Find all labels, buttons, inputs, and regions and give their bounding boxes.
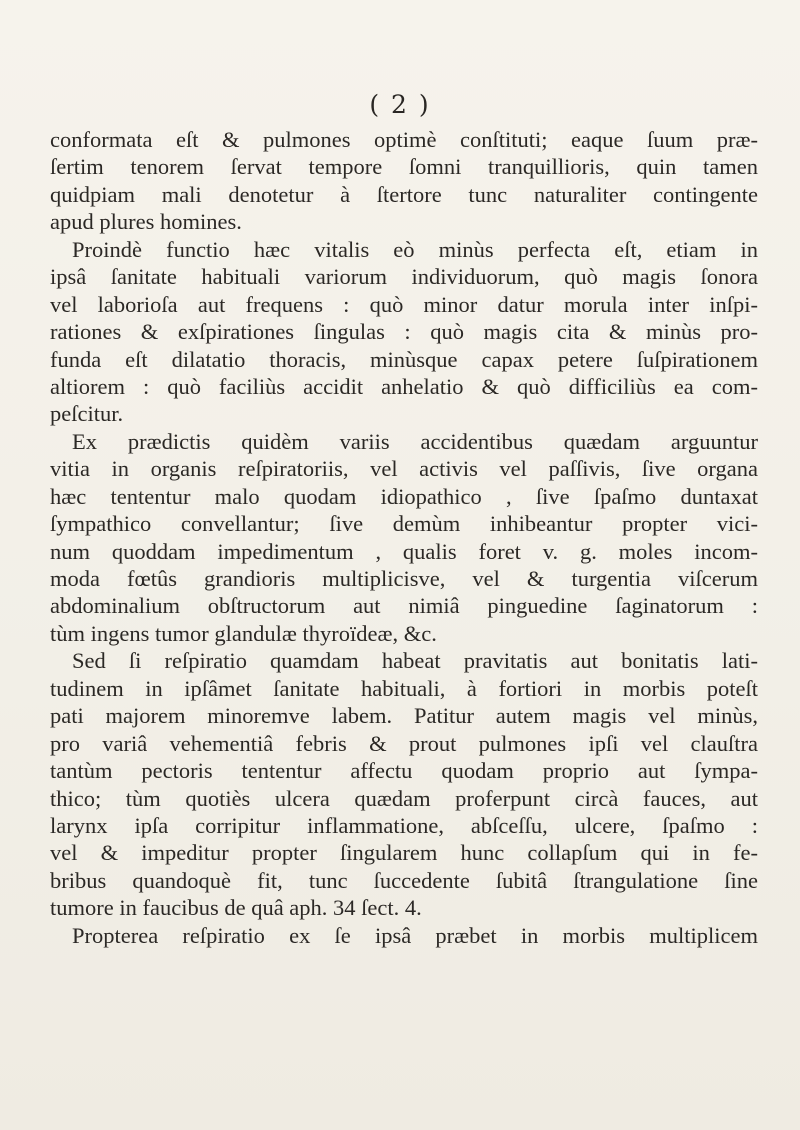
text-line: ſertim tenorem ſervat tempore ſomni tranquillioris, quin tamen (50, 154, 758, 180)
text-line: Proindè functio hæc vitalis eò minùs perfecta eſt, etiam in (72, 236, 758, 262)
text-line: tudinem in ipſâmet ſanitate habituali, à fortiori in morbis poteſt (50, 675, 758, 701)
text-line: thico; tùm quotiès ulcera quædam proferpunt circà fauces, aut (50, 785, 758, 811)
text-line: num quoddam impedimentum , qualis foret v. g. moles incom- (50, 538, 758, 564)
text-line: pro variâ vehementiâ febris & prout pulmones ipſi vel clauſtra (50, 730, 758, 756)
text-line: moda fœtûs grandioris multiplicisve, vel & turgentia viſcerum (50, 566, 758, 591)
text-line: vitia in organis reſpiratoriis, vel activis vel paſſivis, ſive organa (50, 456, 758, 482)
text-line: tumore in faucibus de quâ aph. 34 ſect. 4. (50, 895, 422, 921)
text-line: vel laborioſa aut frequens : quò minor datur morula inter inſpi- (50, 291, 758, 317)
text-line: tùm ingens tumor glandulæ thyroïdeæ, &c. (50, 620, 437, 646)
text-line: Ex prædictis quidèm variis accidentibus quædam arguuntur (72, 428, 758, 454)
text-line: quidpiam mali denotetur à ſtertore tunc naturaliter contingente (50, 181, 758, 207)
page-number: ( 2 ) (369, 90, 431, 119)
text-line: altiorem : quò faciliùs accidit anhelatio & quò difficiliùs ea com- (50, 373, 758, 399)
text-line: ipsâ ſanitate habituali variorum individuorum, quò magis ſonora (50, 264, 758, 290)
text-line: hæc tententur malo quodam idiopathico , ſive ſpaſmo duntaxat (50, 483, 758, 509)
text-line: larynx ipſa corripitur inflammatione, abſceſſu, ulcere, ſpaſmo : (50, 812, 758, 838)
text-line: pati majorem minoremve labem. Patitur autem magis vel minùs, (50, 703, 758, 729)
text-line: conformata eſt & pulmones optimè conſtituti; eaque ſuum præ- (50, 127, 758, 152)
text-line: funda eſt dilatatio thoracis, minùsque capax petere ſuſpirationem (50, 346, 758, 372)
text-line: Propterea reſpiratio ex ſe ipsâ præbet in morbis multiplicem (72, 922, 758, 948)
text-line: apud plures homines. (50, 209, 242, 235)
text-line: abdominalium obſtructorum aut nimiâ pinguedine ſaginatorum : (50, 593, 758, 619)
body-text (50, 126, 758, 949)
text-line: ſympathico convellantur; ſive demùm inhibeantur propter vici- (50, 511, 758, 537)
text-line: bribus quandoquè fit, tunc ſuccedente ſubitâ ſtrangulatione ſine (50, 867, 758, 893)
text-line: vel & impeditur propter ſingularem hunc collapſum qui in fe- (50, 840, 758, 866)
text-line: rationes & exſpirationes ſingulas : quò magis cita & minùs pro- (50, 319, 758, 345)
text-line: peſcitur. (50, 401, 124, 427)
text-line: tantùm pectoris tententur affectu quodam proprio aut ſympa- (50, 758, 758, 784)
text-line: Sed ſi reſpiratio quamdam habeat pravitatis aut bonitatis lati- (72, 648, 758, 674)
